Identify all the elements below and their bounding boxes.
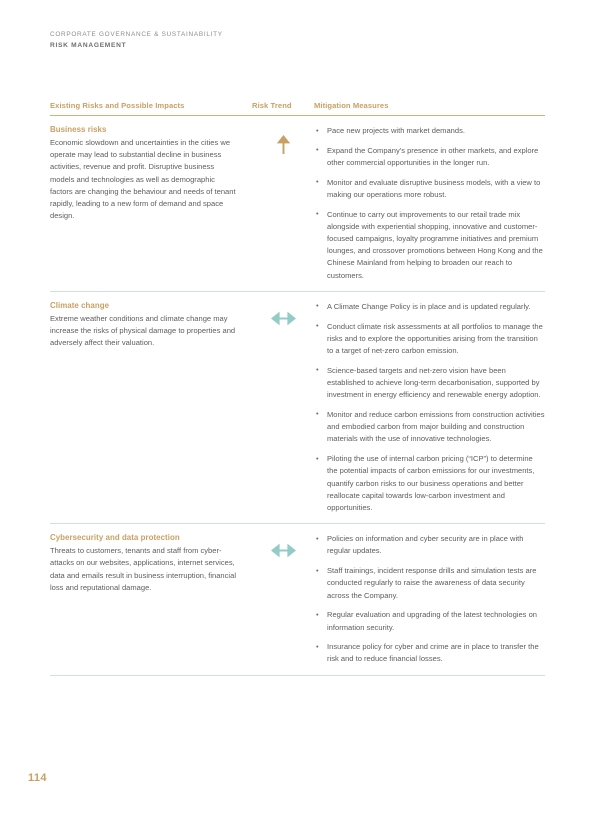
arrow-left-right-icon <box>271 311 296 326</box>
mitigation-item: • Pace new projects with market demands. <box>314 125 545 137</box>
risk-trend-cell <box>252 301 314 514</box>
table-row <box>50 292 545 524</box>
risk-cell <box>50 301 252 514</box>
mitigation-list <box>314 301 545 514</box>
mitigation-item: • A Climate Change Policy is in place and is updated regularly. <box>314 301 545 313</box>
risk-cell <box>50 533 252 665</box>
mitigation-item: • Monitor and reduce carbon emissions from construction activities and embodied carbon from major building and construction materials with the use of innovative technologies. <box>314 409 545 446</box>
mitigation-item: • Policies on information and cyber security are in place with regular updates. <box>314 533 545 557</box>
mitigation-item: • Expand the Company's presence in other markets, and explore other commercial opportunities in the longer run. <box>314 145 545 169</box>
risk-title: Cybersecurity and data protection <box>50 533 180 543</box>
table-body <box>50 116 545 676</box>
mitigation-item: • Monitor and evaluate disruptive business models, with a view to making our operations more robust. <box>314 177 545 201</box>
risk-trend-cell <box>252 533 314 665</box>
mitigation-item: • Science-based targets and net-zero vision have been established to achieve long-term decarbonisation, supported by investment in energy efficiency and renewable energy adoption. <box>314 365 545 402</box>
column-header-mitigation: Mitigation Measures <box>314 101 389 110</box>
running-header-subsection: RISK MANAGEMENT <box>50 42 127 50</box>
risk-title: Business risks <box>50 125 107 134</box>
mitigation-item: • Staff trainings, incident response drills and simulation tests are conducted regularly to raise the awareness of data security across the Company. <box>314 565 545 602</box>
mitigation-item: • Conduct climate risk assessments at all portfolios to manage the risks and to explore the opportunities arising from the transition to a target of net-zero carbon emission. <box>314 321 545 358</box>
mitigation-cell <box>314 301 545 514</box>
risk-cell <box>50 125 252 282</box>
mitigation-item: • Piloting the use of internal carbon pricing (“ICP”) to determine the potential impacts of carbon emissions for our investments, quantify carbon risks to our business operations and better reallocate capital towards low-carbon investment and opportunities. <box>314 453 545 514</box>
arrow-up-icon <box>276 135 291 154</box>
arrow-left-right-icon <box>271 543 296 558</box>
table-header-row <box>50 101 545 116</box>
mitigation-item: • Continue to carry out improvements to our retail trade mix alongside with experiential shopping, innovative and customer-focused campaigns, loyalty programme initiatives and premium lounges, and crossover promotions between Hong Kong and the Chinese Mainland from helping to broaden our reach to customers. <box>314 209 545 282</box>
mitigation-item: • Insurance policy for cyber and crime are in place to transfer the risk and to reduce financial losses. <box>314 641 545 665</box>
table-row <box>50 524 545 675</box>
risk-description: Economic slowdown and uncertainties in the cities we operate may lead to substantial decline in business activities, revenue and profit. Disruptive business models and technologies as well as demographic factors are changing the behaviour and needs of tenant rapidly, leading to a new form of demand and space design. <box>50 138 236 221</box>
mitigation-list <box>314 533 545 665</box>
running-header <box>50 30 223 51</box>
column-header-risks: Existing Risks and Possible Impacts <box>50 101 185 110</box>
risk-description: Threats to customers, tenants and staff from cyber-attacks on our websites, applications, internet services, data and emails result in business interruption, financial loss and reputational damage. <box>50 546 237 592</box>
running-header-section: CORPORATE GOVERNANCE & SUSTAINABILITY <box>50 31 223 38</box>
risk-trend-cell <box>252 125 314 282</box>
risk-description: Extreme weather conditions and climate change may increase the risks of physical damage to properties and adversely affect their valuation. <box>50 313 236 348</box>
table-row <box>50 116 545 292</box>
mitigation-cell <box>314 125 545 282</box>
page-number: 114 <box>28 772 47 784</box>
mitigation-list <box>314 125 545 282</box>
column-header-trend: Risk Trend <box>252 101 292 110</box>
mitigation-cell <box>314 533 545 665</box>
mitigation-item: • Regular evaluation and upgrading of the latest technologies on information security. <box>314 609 545 633</box>
risk-title: Climate change <box>50 300 110 310</box>
risk-management-table <box>50 101 545 676</box>
